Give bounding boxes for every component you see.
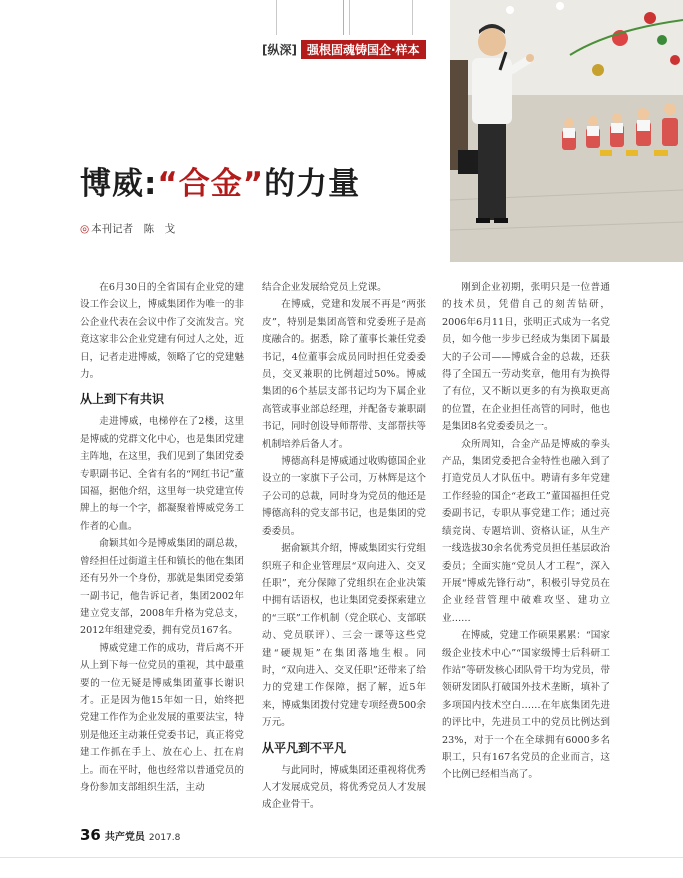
paragraph: 博威党建工作的成功，背后离不开从上到下每一位党员的重视，其中最重要的一位无疑是博威集团董事长谢识才。正是因为他15年如一日，始终把党建工作作为企业发展的重要法宝，特别是他还主动兼任党委书记，真正将党建工作抓在手上、放在心上、扛在肩上。而在平时，他也经常以普通党员的身份参加支部组织生活，主动	[80, 642, 244, 793]
paragraph: 刚到企业初期，张明只是一位普通的技术员，凭借自己的刻苦钻研，2006年6月11日，张明正式成为一名党员，如今他一步步已经成为集团下属最大的子公司——博威合金的总裁，还获得了全国五一劳动奖章，他用有为换得了有位，又不断以更多的有为换取更高的位置，在企业担任高管的同时，他也是集团8名党委委员之一。	[442, 282, 610, 433]
byline-text: 本刊记者 陈 戈	[91, 223, 176, 235]
paragraph: 在博威，党建工作硕果累累：“国家级企业技术中心”“国家级博士后科研工作站”等研发核心团队骨干均为党员，带领研发团队打破国外技术垄断，填补了多项国内技术空白……在年底集团先进的评比中，先进员工中的党员比例达到23%，对于一个在全球拥有6000多名职工，只有167名党员的企业而言，这个比例已经相当高了。	[442, 630, 610, 781]
title-prefix: 博威:	[80, 166, 158, 202]
decor-line	[276, 0, 277, 35]
title-suffix: 的力量	[264, 166, 361, 202]
section-heading-text: 从平凡到不平凡	[262, 740, 347, 755]
text-column-3	[442, 279, 610, 784]
paragraph: 众所周知，合金产品是博威的拳头产品，集团党委把合金特性也融入到了打造党员人才队伍中。聘请有多年党建工作经验的国企“老政工”董国福担任党委副书记，专职从事党建工作；通过亮绩竞岗、专题培训、资格认证，从生产一线选拔30余名优秀党员担任基层政治委员；全面实施“党员人才工程”，深入开展“博威先锋行动”，积极引导党员在企业经营管理中破难攻坚、建功立业……	[442, 438, 610, 624]
paragraph: 结合企业发展给党员上党课。	[262, 282, 387, 293]
byline	[80, 221, 175, 236]
section-heading-text: 从上到下有共识	[80, 392, 165, 407]
column-tag	[260, 40, 426, 59]
column-tag-bracket: [纵深]	[260, 40, 301, 59]
decor-line	[412, 0, 413, 35]
paragraph: 俞颖其如今是博威集团的副总裁，曾经担任过街道主任和镇长的他在集团还有另外一个身份，那就是集团党委第一副书记，他告诉记者，集团2002年建立党支部，2008年升格为党总支，2012年组建党委，拥有党员167名。	[80, 538, 244, 637]
decor-line	[343, 0, 344, 35]
decor-line	[349, 0, 350, 35]
page-footer	[80, 826, 180, 844]
column-tag-label: 强根固魂铸国企·样本	[301, 40, 426, 59]
paragraph: 与此同时，博威集团还重视将优秀人才发展成党员，将优秀党员人才发展成企业骨干。	[262, 764, 426, 811]
section-heading	[262, 740, 426, 756]
paragraph: 据俞颖其介绍，博威集团实行党组织班子和企业管理层“双向进入、交叉任职”，充分保障了党组织在企业决策中拥有话语权，也让集团党委探索建立的“三联”工作机制（党企联心、支部联动、党员联评）、三会一课等这些党建“硬规矩”在集团落地生根。同时，“双向进入、交叉任职”还带来了给力的党建工作保障，据了解，近5年来，博威集团拨付党建专项经费500余万元。	[262, 543, 426, 729]
section-heading	[80, 391, 244, 407]
paragraph: 在博威，党建和发展不再是“两张皮”，特别是集团高管和党委班子是高度融合的。据悉，除了董事长兼任党委书记，4位董事会成员同时担任党委委员，交叉兼职的比例超过50%。博威集团的6个基层支部书记均为下属企业高管或事业部总经理，并配备专兼职副书记，同时创设导师帮带、支部帮扶等机制培养后备人才。	[262, 299, 426, 450]
paragraph: 在6月30日的全省国有企业党的建设工作会议上，博威集团作为唯一的非公企业代表在会议中作了交流发言。究竟这家非公企业党建有何过人之处，近日，记者走进博威，领略了它的党建魅力。	[80, 282, 244, 381]
text-column-1	[80, 279, 244, 796]
issue-date: 2017.8	[148, 833, 181, 843]
article-title	[80, 158, 360, 203]
bullet-circle-icon: ◎	[80, 223, 90, 235]
paragraph: 博德高科是博威通过收购德国企业设立的一家旗下子公司，万林辉是这个子公司的总裁，同时身为党员的他还是博德高科的党支部书记，也是集团的党委委员。	[262, 456, 426, 537]
title-quote: “合金”	[157, 166, 265, 202]
bottom-divider	[0, 857, 683, 858]
article-photo	[450, 0, 683, 262]
text-column-2	[262, 279, 426, 814]
magazine-name: 共产党员	[104, 832, 145, 843]
page-number: 36	[80, 826, 101, 844]
paragraph: 走进博威，电梯停在了2楼，这里是博威的党群文化中心，也是集团党建主阵地，在这里，我们见到了集团党委专职副书记、全省有名的“网红书记”董国福，据他介绍，这里每一块党建宣传牌上的每一个字，都凝聚着博威党务工作者的心血。	[80, 416, 244, 532]
photo-illustration	[450, 0, 683, 262]
